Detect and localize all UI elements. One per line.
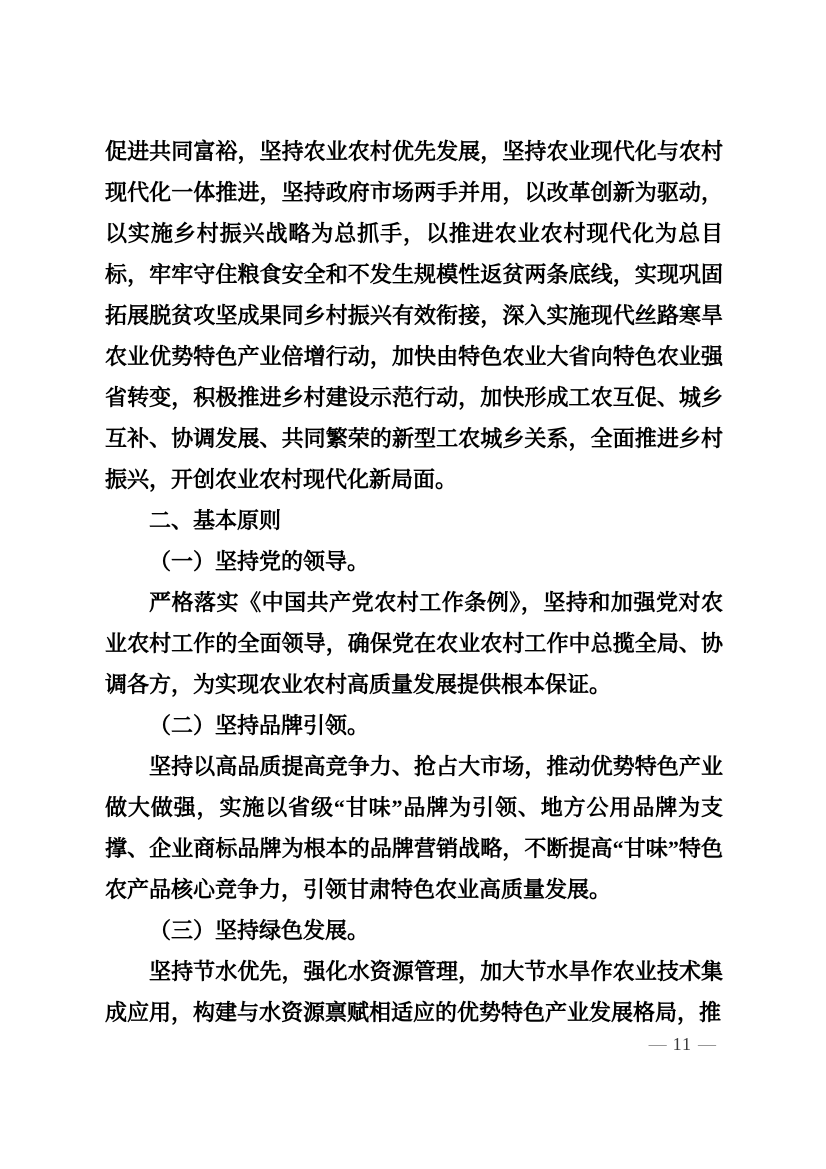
principle-2-heading: （二）坚持品牌引领。: [149, 713, 370, 738]
footer-dash-left: —: [648, 1034, 667, 1054]
page-number: 11: [672, 1034, 692, 1054]
principle-1-heading: （一）坚持党的领导。: [149, 549, 370, 574]
principle-2-body: 坚持以高品质提高竞争力、抢占大市场，推动优势特色产业做大做强，实施以省级“甘味”品牌为引领、地方公用品牌为支撑、企业商标品牌为根本的品牌营销战略，不断提高“甘味”特色农产品核心竞争力，引领甘肃特色农业高质量发展。: [105, 754, 723, 902]
principle-3-body: 坚持节水优先，强化水资源管理，加大节水旱作农业技术集成应用，构建与水资源禀赋相适应的优势特色产业发展格局，推: [105, 959, 723, 1025]
document-body: [105, 131, 723, 1033]
principle-1-body: 严格落实《中国共产党农村工作条例》，坚持和加强党对农业农村工作的全面领导，确保党在农业农村工作中总揽全局、协调各方，为实现农业农村高质量发展提供根本保证。: [105, 590, 723, 697]
section-heading: 二、基本原则: [149, 508, 282, 533]
page-footer: [643, 1030, 722, 1058]
principle-3-heading: （三）坚持绿色发展。: [149, 918, 370, 943]
paragraph-continuation: 促进共同富裕，坚持农业农村优先发展，坚持农业现代化与农村现代化一体推进，坚持政府市场两手并用，以改革创新为驱动，以实施乡村振兴战略为总抓手，以推进农业农村现代化为总目标，牢牢守住粮食安全和不发生规模性返贫两条底线，实现巩固拓展脱贫攻坚成果同乡村振兴有效衔接，深入实施现代丝路寒旱农业优势特色产业倍增行动，加快由特色农业大省向特色农业强省转变，积极推进乡村建设示范行动，加快形成工农互促、城乡互补、协调发展、共同繁荣的新型工农城乡关系，全面推进乡村振兴，开创农业农村现代化新局面。: [105, 139, 723, 492]
footer-dash-right: —: [698, 1034, 716, 1054]
